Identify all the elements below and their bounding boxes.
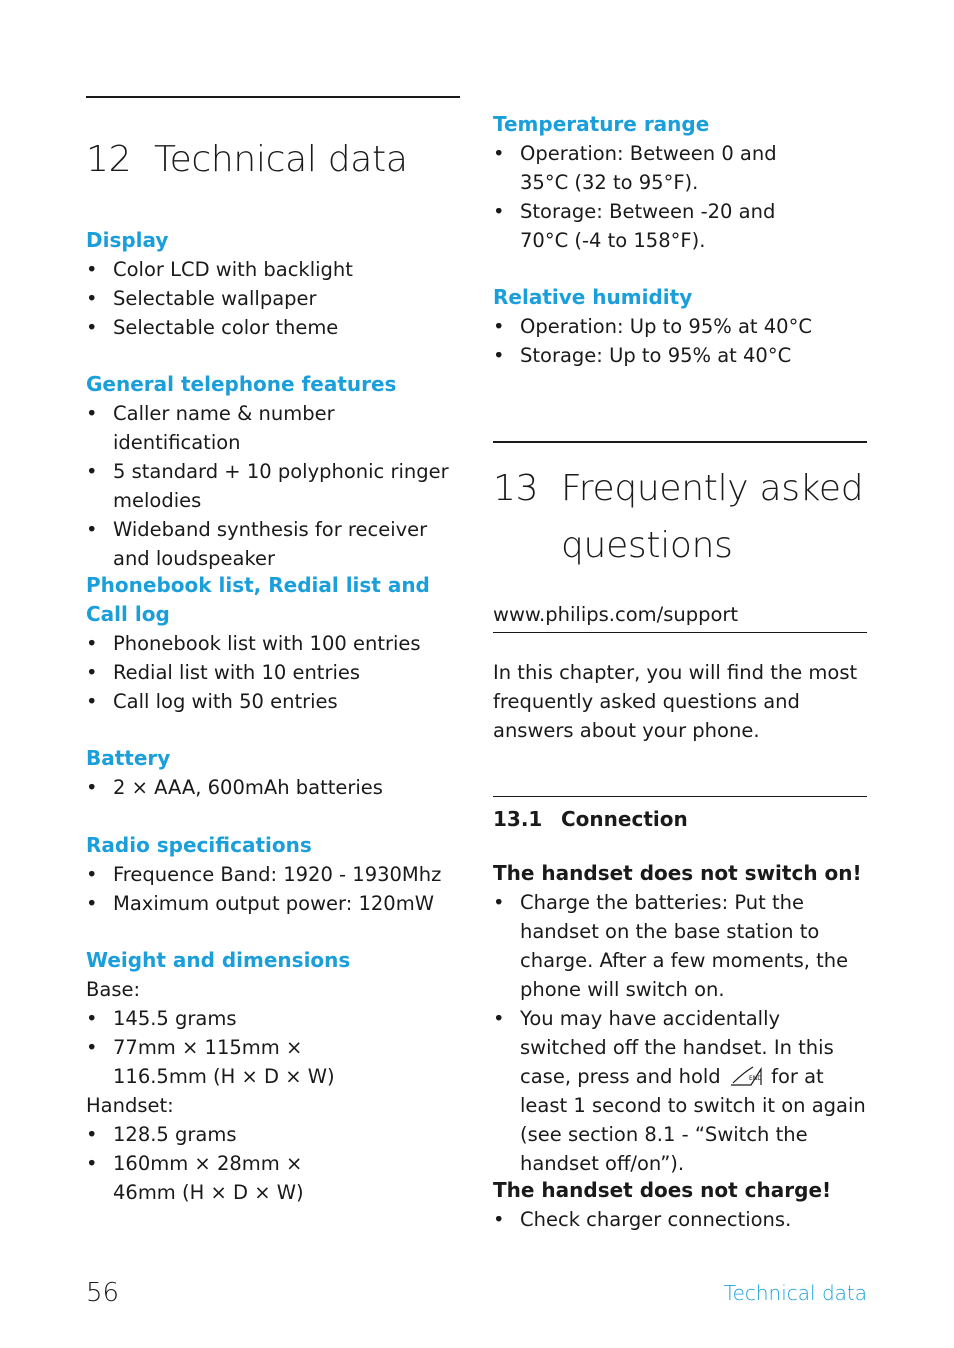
chapter-rule (493, 441, 867, 443)
page-number: 56 (86, 1278, 120, 1308)
list-item: • Wideband synthesis for receiver and loudspeaker (86, 515, 451, 573)
list-item: • Color LCD with backlight (86, 255, 460, 284)
list-item: • Maximum output power: 120mW (86, 889, 460, 918)
url-rule (493, 632, 867, 633)
subsection-number: 13.1 (493, 807, 543, 831)
section-weight (86, 946, 460, 1207)
section-radio (86, 831, 460, 918)
list-item: • Selectable wallpaper (86, 284, 460, 313)
list-item: • 2 × AAA, 600mAh batteries (86, 773, 460, 802)
base-label: Base: (86, 978, 141, 1001)
list-item: • Operation: Between 0 and 35°C (32 to 95°F). (493, 139, 818, 197)
list-item: • 128.5 grams (86, 1120, 366, 1149)
list-item: • Caller name & number identification (86, 399, 451, 457)
support-url: www.philips.com/support (493, 603, 739, 626)
section-battery (86, 744, 460, 802)
chapter-13-title (493, 460, 867, 574)
list-item: • Charge the batteries: Put the handset on the base station to charge. After a few moments, the phone will switch on. (493, 888, 867, 1004)
section-heading: Temperature range (493, 112, 710, 136)
section-heading: Phonebook list, Redial list and Call log (86, 573, 430, 626)
chapter-number: 12 (86, 139, 132, 180)
chapter-title-line1: Frequently asked (561, 468, 864, 509)
list-item: • Check charger connections. (493, 1205, 867, 1234)
chapter-number: 13 (493, 468, 539, 509)
section-phonebook (86, 571, 460, 716)
section-temperature (493, 110, 867, 255)
subsection-title: Connection (561, 807, 688, 831)
list-item: • Redial list with 10 entries (86, 658, 460, 687)
section-humidity (493, 283, 867, 370)
section-heading: Battery (86, 746, 171, 770)
faq-switch-on (493, 859, 867, 1178)
section-heading: General telephone features (86, 372, 397, 396)
chapter-rule (86, 96, 460, 98)
chapter-title-line2: questions (561, 525, 733, 566)
list-item: • 77mm × 115mm × 116.5mm (H × D × W) (86, 1033, 386, 1091)
list-item: • Frequence Band: 1920 - 1930Mhz (86, 860, 460, 889)
question-title: The handset does not switch on! (493, 861, 862, 885)
faq-charge (493, 1176, 867, 1234)
list-item: • 160mm × 28mm × 46mm (H × D × W) (86, 1149, 366, 1207)
list-item: • 145.5 grams (86, 1004, 386, 1033)
list-item: • 5 standard + 10 polyphonic ringer melodies (86, 457, 451, 515)
answer-text-before: You may have accidentally switched off the handset. In this case, press and hold (520, 1007, 834, 1088)
list-item: • Phonebook list with 100 entries (86, 629, 460, 658)
section-heading: Display (86, 228, 169, 252)
list-item: • Storage: Between -20 and 70°C (-4 to 158°F). (493, 197, 818, 255)
footer-section-label: Technical data (723, 1281, 867, 1305)
handset-label: Handset: (86, 1094, 174, 1117)
section-display (86, 226, 460, 342)
answer-text-after: for at least 1 second to switch it on again (see section 8.1 - “Switch the handset off/on”). (520, 1065, 866, 1175)
section-heading: Weight and dimensions (86, 948, 351, 972)
subsection-rule (493, 796, 867, 797)
chapter-title: Technical data (154, 139, 408, 180)
list-item: • Selectable color theme (86, 313, 460, 342)
section-general-features (86, 370, 460, 573)
list-item: • Call log with 50 entries (86, 687, 460, 716)
question-title: The handset does not charge! (493, 1178, 832, 1202)
section-heading: Radio specifications (86, 833, 312, 857)
section-heading: Relative humidity (493, 285, 693, 309)
end-call-icon (729, 1065, 763, 1087)
list-item: • Operation: Up to 95% at 40°C (493, 312, 867, 341)
list-item: • Storage: Up to 95% at 40°C (493, 341, 867, 370)
chapter-intro: In this chapter, you will find the most frequently asked questions and answers about your phone. (493, 661, 858, 742)
list-item (493, 1004, 867, 1178)
svg-text:END: END (748, 1075, 762, 1082)
